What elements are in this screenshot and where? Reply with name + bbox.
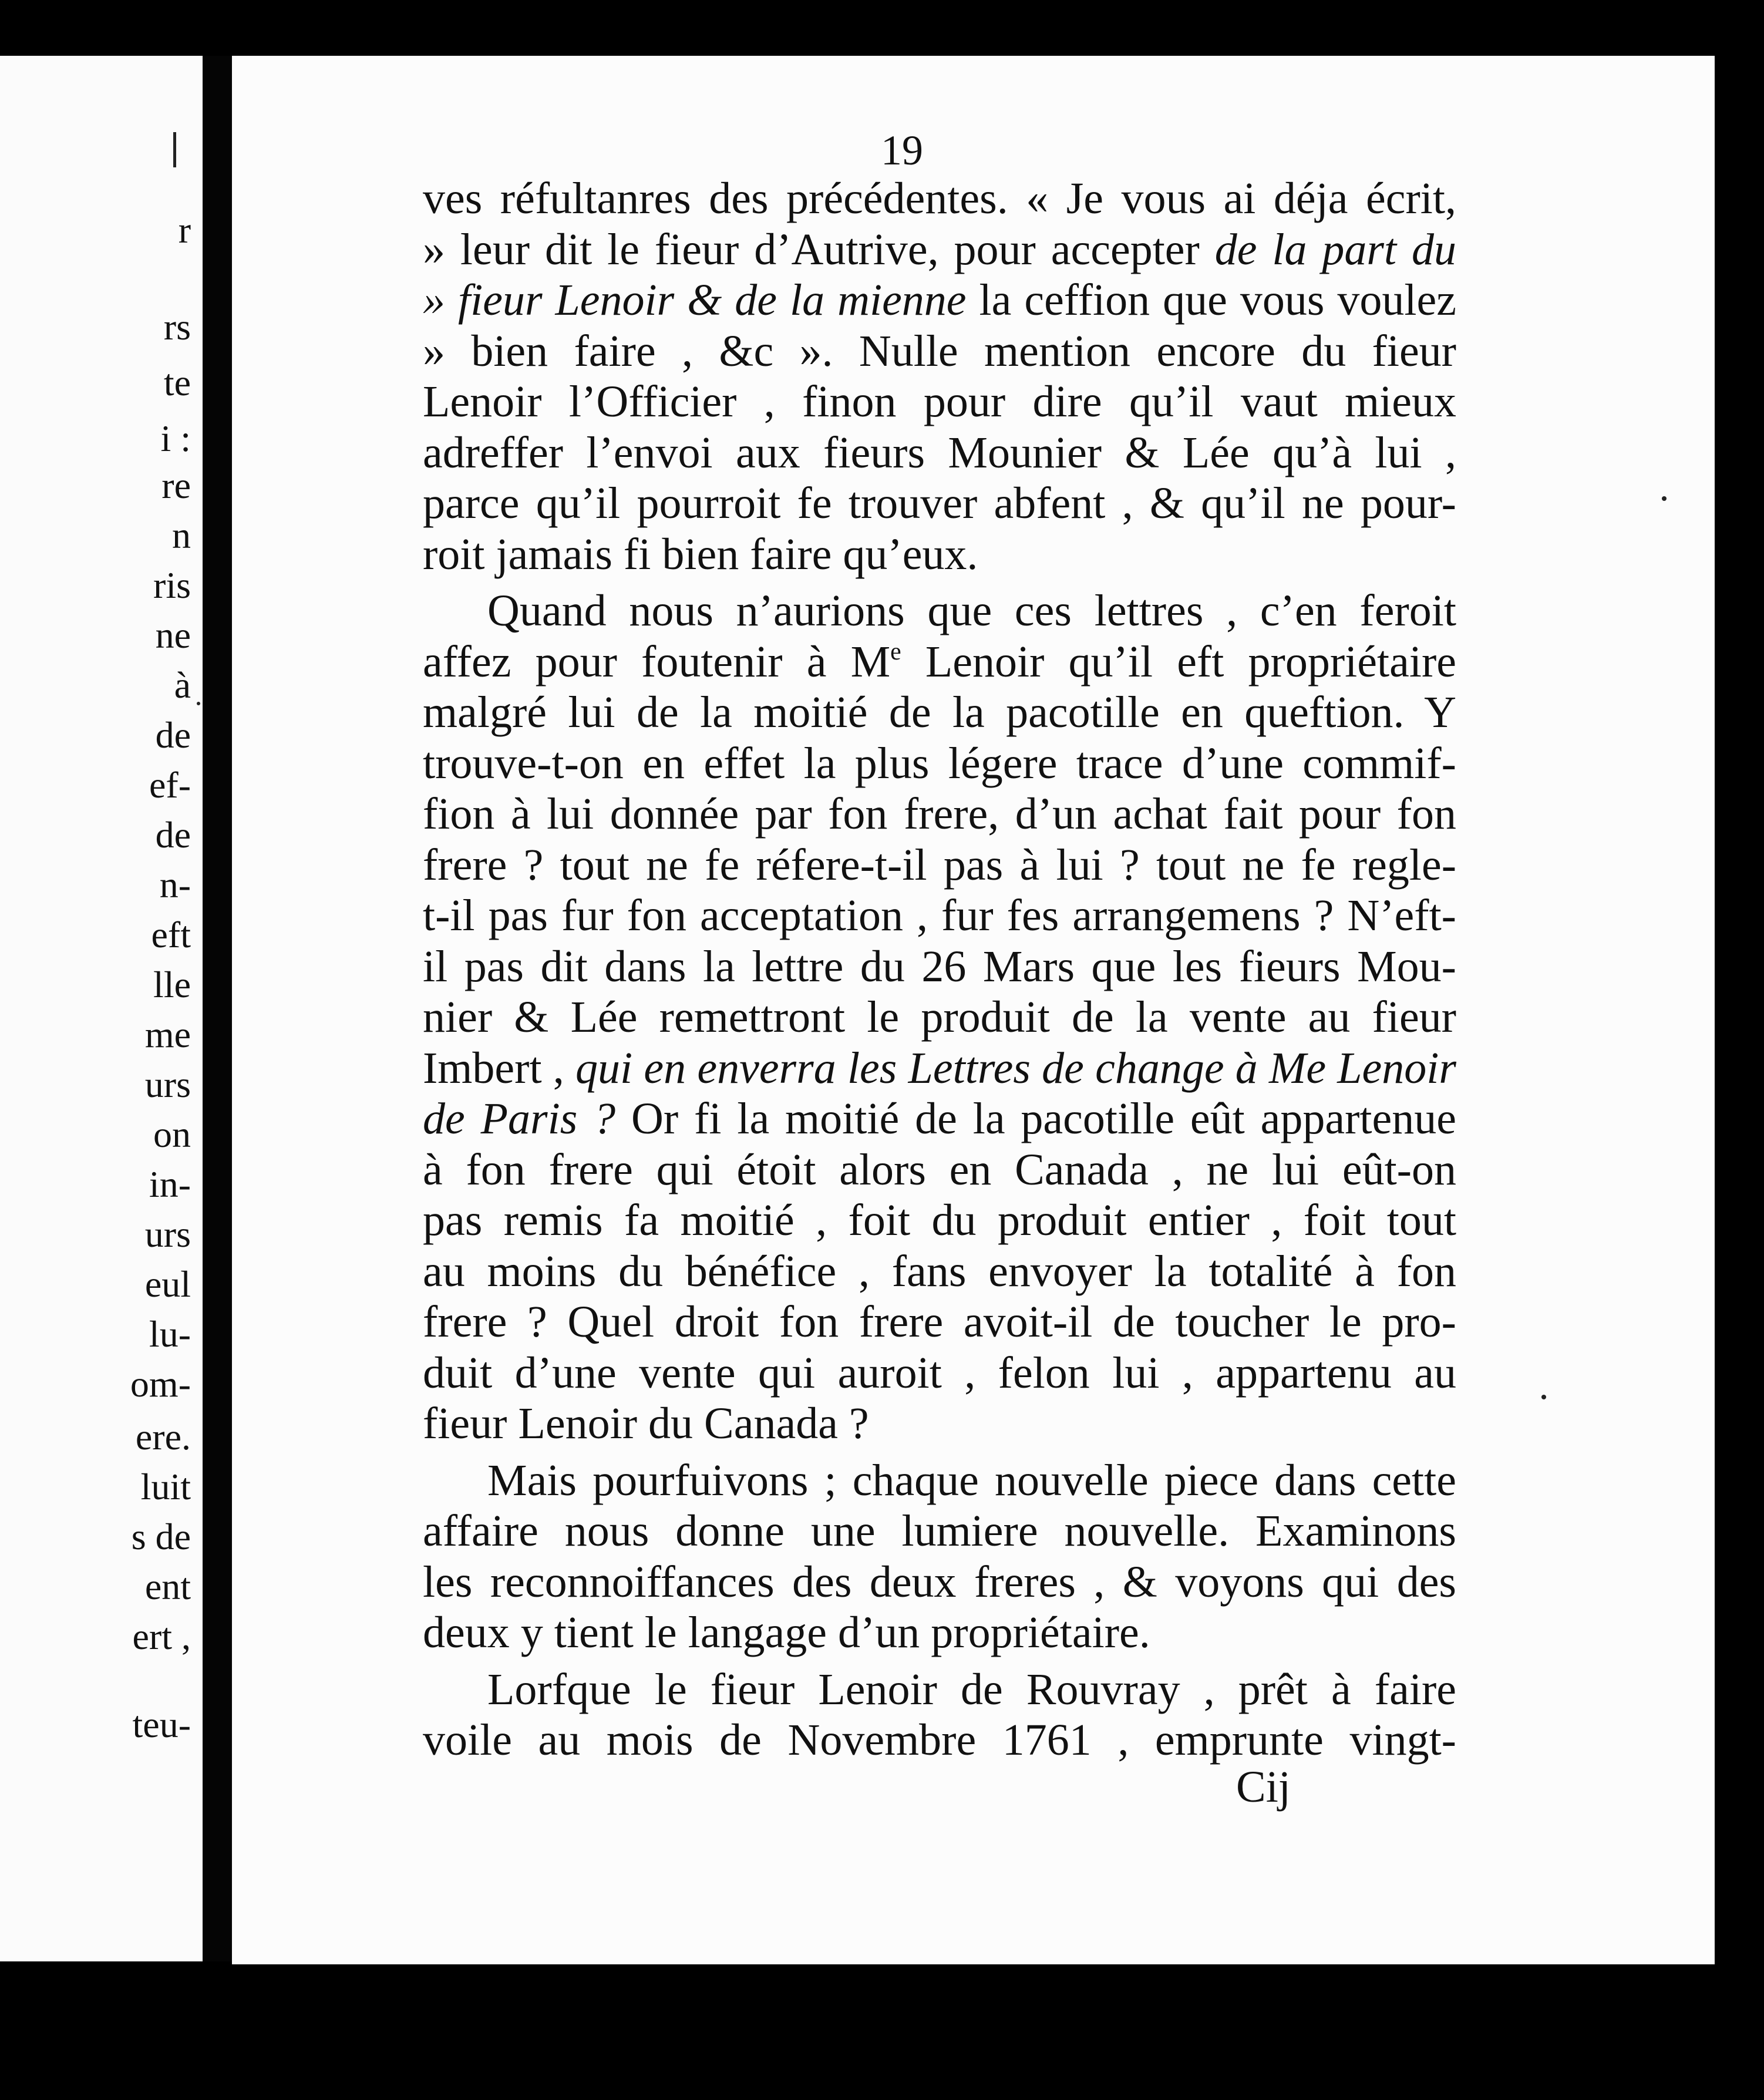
facing-page-fragment: i : xyxy=(160,418,191,459)
italic-text: qui en enverra les Lettres de change à Me Lenoir xyxy=(575,1043,1456,1093)
text-line xyxy=(423,1198,1456,1243)
text-line xyxy=(423,529,1456,579)
facing-page-fragment: on xyxy=(153,1113,191,1155)
line-text: Quand nous n’aurions que ces lettres , c’en feroit xyxy=(487,586,1456,635)
text-line xyxy=(423,326,1456,376)
facing-page-fragment: n- xyxy=(159,864,191,906)
line-text: deux y tient le langage d’un propriétaire. xyxy=(423,1608,1150,1657)
italic-text: de la part du xyxy=(1214,224,1457,274)
text-line xyxy=(423,893,1456,938)
line-text: frere ? tout ne fe réfere-t-il pas à lui ? tout ne fe regle- xyxy=(423,840,1456,890)
facing-page-fragment: s de xyxy=(131,1516,191,1557)
facing-page-fragment: luit xyxy=(140,1466,191,1507)
line-text: affez pour foutenir à M xyxy=(423,637,891,686)
line-text: malgré lui de la moitié de la pacotille en queftion. Y xyxy=(423,688,1456,737)
facing-page-fragment: r xyxy=(178,209,191,251)
line-text: à fon frere qui étoit alors en Canada , ne lui eût-on xyxy=(423,1145,1456,1194)
line-text: fion à lui donnée par fon frere, d’un achat fait pour fon xyxy=(423,789,1456,839)
facing-page-fragment: ert , xyxy=(132,1616,191,1657)
line-text: frere ? Quel droit fon frere avoit-il de toucher le pro- xyxy=(423,1297,1456,1347)
line-text: affaire nous donne une lumiere nouvelle. Examinons xyxy=(423,1506,1456,1556)
text-line xyxy=(423,1715,1456,1765)
text-line xyxy=(423,1043,1456,1093)
text-line xyxy=(487,588,1456,633)
text-line xyxy=(423,275,1456,325)
text-line xyxy=(487,1455,1456,1505)
facing-page-fragment: ere. xyxy=(135,1416,191,1458)
ink-dot xyxy=(197,702,200,705)
line-text: Lorfque le fieur Lenoir de Rouvray , prêt à faire xyxy=(487,1664,1456,1714)
text-line xyxy=(423,690,1456,735)
ink-dot xyxy=(1541,1395,1546,1399)
text-line xyxy=(487,1664,1456,1714)
italic-text: » fieur Lenoir & de la mienne xyxy=(423,275,967,325)
facing-page-fragment: lu- xyxy=(149,1313,191,1355)
line-text: trouve-t-on en effet la plus légere trace d’une commif- xyxy=(423,738,1456,788)
text-line xyxy=(423,992,1456,1042)
line-text: duit d’une vente qui auroit , felon lui , appartenu au xyxy=(423,1348,1456,1398)
text-line xyxy=(423,1096,1456,1141)
facing-page-fragment: om- xyxy=(130,1363,191,1405)
text-line xyxy=(423,379,1456,424)
line-text: les reconnoiffances des deux freres , & voyons qui des xyxy=(423,1557,1456,1607)
text-line xyxy=(423,1147,1456,1192)
line-text: voile au mois de Novembre 1761 , emprunte vingt- xyxy=(423,1715,1456,1765)
line-text: pas remis fa moitié , foit du produit entier , foit tout xyxy=(423,1196,1456,1245)
facing-page-fragment: à xyxy=(174,664,191,706)
facing-page-fragment: in- xyxy=(149,1163,191,1205)
line-text: » leur dit le fieur d’Autrive, pour accepter xyxy=(423,224,1215,274)
ink-mark xyxy=(173,132,176,167)
superscript: e xyxy=(890,638,901,665)
facing-page-fragment: de xyxy=(155,814,191,856)
line-text: Mais pourfuivons ; chaque nouvelle piece dans cette xyxy=(487,1455,1456,1505)
page-number: 19 xyxy=(881,127,923,174)
line-text: t-il pas fur fon acceptation , fur fes arrangemens ? N’eft- xyxy=(423,891,1456,940)
text-line xyxy=(423,738,1456,788)
text-line xyxy=(423,1610,1456,1655)
text-line xyxy=(423,1297,1456,1347)
facing-page-fragment: ent xyxy=(144,1566,191,1607)
italic-text: de Paris ? xyxy=(423,1094,616,1143)
line-text: au moins du bénéfice , fans envoyer la totalité à fon xyxy=(423,1246,1456,1296)
book-gutter xyxy=(203,56,232,1961)
facing-page-fragment: eul xyxy=(144,1263,191,1305)
text-line xyxy=(423,789,1456,839)
text-line xyxy=(423,1401,1456,1446)
line-text: roit jamais fi bien faire qu’eux. xyxy=(423,529,978,579)
facing-page-fragment: me xyxy=(144,1014,191,1055)
facing-page-fragment: ne xyxy=(155,614,191,656)
line-text: adreffer l’envoi aux fieurs Mounier & Lée qu’à lui , xyxy=(423,428,1456,477)
facing-page-fragment: n xyxy=(172,514,191,556)
line-text: ves réfultanres des précédentes. « Je vous ai déja écrit, xyxy=(423,174,1456,223)
line-text: Lenoir qu’il eft propriétaire xyxy=(901,637,1457,686)
facing-page-fragment: eft xyxy=(151,914,191,955)
facing-page-fragment: re xyxy=(161,465,191,506)
text-line xyxy=(423,224,1457,274)
line-text: Imbert , xyxy=(423,1043,576,1093)
facing-page-fragment: ris xyxy=(153,564,191,606)
text-line xyxy=(423,1246,1456,1296)
signature-mark: Cij xyxy=(1236,1762,1291,1812)
text-line xyxy=(423,176,1456,221)
facing-page-fragment: te xyxy=(163,362,191,403)
line-text: il pas dit dans la lettre du 26 Mars que les fieurs Mou- xyxy=(423,941,1456,991)
line-text: parce qu’il pourroit fe trouver abfent , & qu’il ne pour- xyxy=(423,479,1456,528)
text-line xyxy=(423,1557,1456,1607)
text-line xyxy=(423,1506,1456,1556)
page-border xyxy=(1715,53,1738,1964)
text-line xyxy=(423,430,1456,475)
facing-page-fragment: teu- xyxy=(132,1704,191,1745)
text-line xyxy=(423,637,1457,686)
facing-page-fragment: urs xyxy=(144,1213,191,1255)
line-text: la ceffion que vous voulez xyxy=(966,275,1456,325)
line-text: » bien faire , &c ». Nulle mention encore du fieur xyxy=(423,326,1456,376)
ink-dot xyxy=(1662,496,1667,501)
line-text: nier & Lée remettront le produit de la vente au fieur xyxy=(423,992,1456,1042)
line-text: Or fi la moitié de la pacotille eût appartenue xyxy=(615,1094,1456,1143)
facing-page-fragment: de xyxy=(155,714,191,756)
facing-page-fragment: lle xyxy=(153,964,191,1005)
text-line xyxy=(423,481,1456,526)
text-line xyxy=(423,1348,1456,1398)
text-line xyxy=(423,941,1456,991)
facing-page-fragment: ef- xyxy=(149,764,191,806)
facing-page-fragment: urs xyxy=(144,1064,191,1105)
facing-page-fragment: rs xyxy=(163,306,191,348)
line-text: Lenoir l’Officier , finon pour dire qu’il vaut mieux xyxy=(423,377,1456,426)
text-line xyxy=(423,840,1456,890)
line-text: fieur Lenoir du Canada ? xyxy=(423,1399,869,1448)
